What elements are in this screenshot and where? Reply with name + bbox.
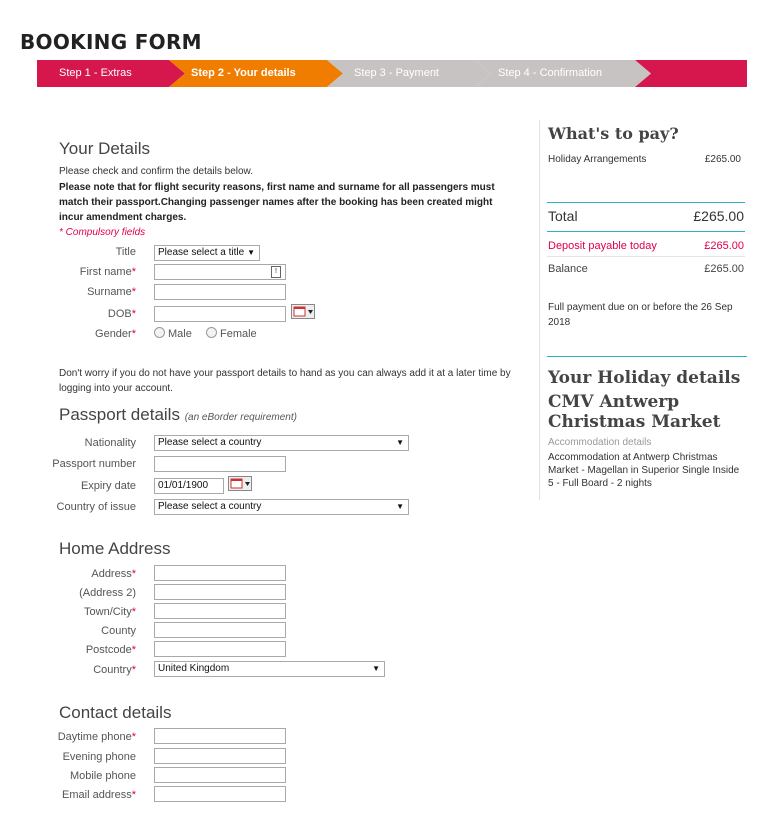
issue-country-select[interactable]: Please select a country ▼ [154,499,409,515]
step-2-label[interactable]: Step 2 - Your details [191,67,296,79]
holiday-heading: Your Holiday details [548,368,741,388]
step-4-label[interactable]: Step 4 - Confirmation [498,67,602,79]
town-input[interactable] [154,603,286,619]
country-select[interactable]: United Kingdom ▼ [154,661,385,677]
issue-country-label: Country of issue [56,501,136,513]
county-input[interactable] [154,622,286,638]
chevron-down-icon: ▼ [247,248,255,257]
divider [547,256,745,257]
step-3-label[interactable]: Step 3 - Payment [354,67,439,79]
email-input[interactable] [154,786,286,802]
county-label: County [101,625,136,637]
postcode-input[interactable] [154,641,286,657]
calendar-icon[interactable] [228,476,252,491]
dob-label: DOB* [107,308,136,320]
expiry-input[interactable]: 01/01/1900 [154,478,224,494]
compulsory-note: * Compulsory fields [59,227,146,238]
passport-number-input[interactable] [154,456,286,472]
chevron-down-icon: ▼ [396,502,404,511]
deposit-value: £265.00 [704,240,744,252]
accommodation-label: Accommodation details [548,437,652,448]
chevron-down-icon: ▼ [372,664,380,673]
page-title: BOOKING FORM [20,30,202,54]
town-label: Town/City* [84,606,136,618]
holiday-name: CMV Antwerp Christmas Market [548,392,721,432]
address-heading: Home Address [59,539,171,558]
passport-note: Don't worry if you do not have your passport details to hand as you can always add it at a later time by logging into your account. [59,368,511,394]
chevron-down-icon: ▼ [396,438,404,447]
surname-label: Surname* [87,286,136,298]
gender-label: Gender* [95,328,136,340]
gender-female-radio[interactable]: Female [206,327,257,340]
divider [547,231,745,232]
postcode-label: Postcode* [85,644,136,656]
holiday-arrangements-value: £265.00 [704,154,741,165]
mobile-phone-input[interactable] [154,767,286,783]
balance-value: £265.00 [704,263,744,275]
radio-icon [154,327,165,338]
mobile-phone-label: Mobile phone [69,770,136,782]
surname-input[interactable] [154,284,286,300]
title-label: Title [115,246,136,258]
details-heading: Your Details [59,139,151,158]
balance-label: Balance [548,263,588,275]
email-label: Email address* [62,789,136,801]
due-note: Full payment due on or before the 26 Sep 2018 [548,302,733,328]
calendar-icon[interactable] [291,304,315,319]
radio-icon [206,327,217,338]
nationality-label: Nationality [84,437,136,449]
first-name-input[interactable] [154,264,286,280]
expiry-label: Expiry date [80,480,136,492]
first-name-label: First name* [79,266,136,278]
details-warning: Please note that for flight security reasons, first name and surname for all passengers must match their passport.Changing passenger names after the booking has been created might incur amendment charges. [59,182,495,223]
autofill-icon: ! [271,266,281,278]
title-select[interactable]: Please select a title ▼ [154,245,260,261]
details-intro: Please check and confirm the details below. [59,166,253,177]
address-label: Address* [91,568,136,580]
daytime-phone-input[interactable] [154,728,286,744]
accommodation-text: Accommodation at Antwerp Christmas Market - Magellan in Superior Single Inside 5 - Full Board - 2 nights [548,452,740,489]
step-1-label[interactable]: Step 1 - Extras [59,67,132,79]
address2-label: (Address 2) [79,587,136,599]
passport-number-label: Passport number [52,458,136,470]
divider [547,356,747,357]
deposit-label: Deposit payable today [548,240,657,252]
pay-heading: What's to pay? [548,124,679,143]
sidebar-divider [539,120,540,500]
address-input[interactable] [154,565,286,581]
daytime-phone-label: Daytime phone* [57,731,136,743]
dob-input[interactable] [154,306,286,322]
contact-heading: Contact details [59,703,172,722]
holiday-arrangements-label: Holiday Arrangements [548,154,647,165]
total-label: Total [548,208,578,224]
evening-phone-input[interactable] [154,748,286,764]
step-end-bg [635,60,747,87]
divider [547,202,745,203]
total-value: £265.00 [693,208,744,224]
gender-male-radio[interactable]: Male [154,327,192,340]
nationality-select[interactable]: Please select a country ▼ [154,435,409,451]
country-label: Country* [93,664,136,676]
evening-phone-label: Evening phone [62,751,136,763]
passport-heading: Passport details (an eBorder requirement) [59,405,297,424]
address2-input[interactable] [154,584,286,600]
